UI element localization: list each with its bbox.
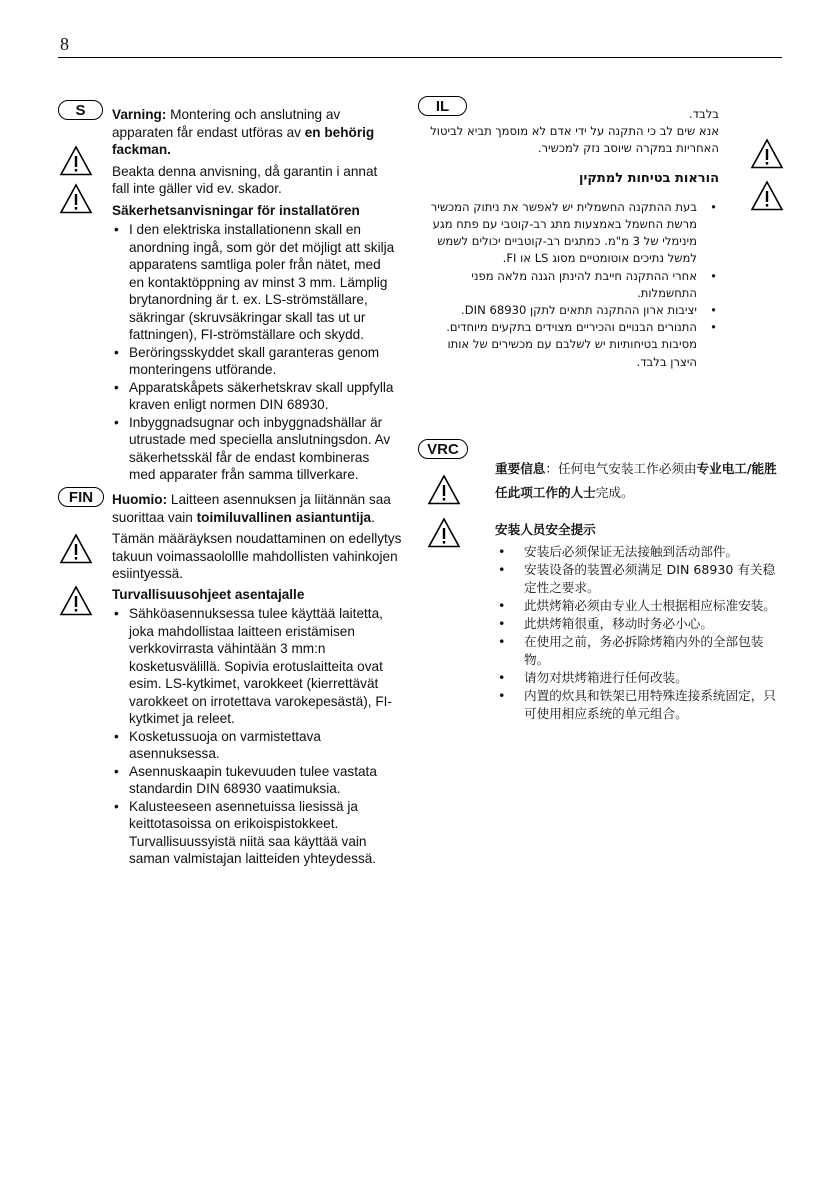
- hebrew-heading: הוראות בטיחות למתקין: [579, 170, 719, 186]
- language-badge-chinese: VRC: [418, 439, 468, 459]
- swedish-note: Beakta denna anvisning, då garantin i annat fall inte gäller vid ev. skador.: [112, 163, 378, 196]
- swedish-warning: Varning: Montering och anslutning av apparaten får endast utföras av en behörig fackman.: [112, 107, 375, 157]
- chinese-section: [495, 457, 780, 723]
- list-item: • 内置的炊具和铁架已用特殊连接系统固定，只可使用相应系统的单元组合。: [495, 687, 780, 723]
- list-item: • 此烘烤箱必须由专业人士根据相应标准安装。: [495, 597, 780, 615]
- finnish-heading: Turvallisuusohjeet asentajalle: [112, 586, 305, 602]
- list-item: • 此烘烤箱很重，移动时务必小心。: [495, 615, 780, 633]
- list-item: • בעת ההתקנה החשמלית יש לאפשר את ניתוק המכשיר מרשת החשמל באמצעות מתג רב-קוטבי עם פתח מגע מינימלי של 3 מ"מ. כמתגים רב-קוטביים יכולים לשמש למשל נתיכים אוטומטיים מסוג LS או FI.: [425, 199, 719, 268]
- list-item: • אחרי ההתקנה חייבת להינתן הגנה מלאה מפני התחשמלות.: [425, 268, 719, 302]
- list-item: • Kalusteeseen asennetuissa liesissä ja keittotasoissa on erikoispistokkeet. Turvallisuussyistä niitä saa käyttää vain saman valmistajan laitteiden yhteydessä.: [112, 798, 402, 868]
- swedish-list: [112, 221, 397, 484]
- hebrew-section: [425, 106, 719, 371]
- finnish-list: [112, 605, 402, 868]
- list-item: • Sähköasennuksessa tulee käyttää laitetta, joka mahdollistaa laitteen eristämisen verkkovirrasta vähintään 3 mm:n kosketusvälillä. Sopivia erotuslaitteita ovat esim. LS-kytkimet, varokkeet (kierrettävät varokkeet on irrotettava varokepesästä), FI-kytkimet ja releet.: [112, 605, 402, 728]
- list-item: • התנורים הבנויים והכיריים מצוידים בתקעים מיוחדים. מסיבות בטיחותיות יש לשלבם עם מכשירים של אותו היצרן בלבד.: [425, 319, 719, 371]
- list-item: • Kosketussuoja on varmistettava asennuksessa.: [112, 728, 402, 763]
- chinese-list: [495, 543, 780, 723]
- warning-triangle-icon: [59, 585, 93, 617]
- warning-triangle-icon: [750, 138, 784, 170]
- list-item: • יציבות ארון ההתקנה תתאים לתקן DIN 68930.: [425, 302, 719, 319]
- list-item: • Asennuskaapin tukevuuden tulee vastata standardin DIN 68930 vaatimuksia.: [112, 763, 402, 798]
- warning-triangle-icon: [427, 517, 461, 549]
- list-item: • Inbyggnadsugnar och inbyggnadshällar är utrustade med speciella anslutningsdon. Av säkerhetsskäl får de endast kombineras med apparater från samma tillverkare.: [112, 414, 397, 484]
- finnish-warning: Huomio: Laitteen asennuksen ja liitännän saa suorittaa vain toimiluvallinen asiantuntija.: [112, 492, 391, 525]
- list-item: • 安装后必须保证无法接触到活动部件。: [495, 543, 780, 561]
- chinese-heading: 安装人员安全提示: [495, 522, 596, 537]
- hebrew-note: אנא שים לב כי התקנה על ידי אדם לא מוסמך תביא לביטול האחריות במקרה שיוסב נזק למכשיר.: [430, 124, 719, 156]
- list-item: • 请勿对烘烤箱进行任何改装。: [495, 669, 780, 687]
- language-badge-swedish: S: [58, 100, 103, 120]
- finnish-section: [112, 491, 402, 868]
- header-rule: [58, 57, 782, 58]
- warning-triangle-icon: [427, 474, 461, 506]
- list-item: • 在使用之前，务必拆除烤箱内外的全部包装物。: [495, 633, 780, 669]
- list-item: • 安装设备的装置必须满足 DIN 68930 有关稳定性之要求。: [495, 561, 780, 597]
- page-number: 8: [60, 34, 69, 54]
- warning-triangle-icon: [59, 183, 93, 215]
- hebrew-list: [425, 199, 719, 371]
- hebrew-intro-line: בלבד.: [688, 107, 719, 121]
- swedish-heading: Säkerhetsanvisningar för installatören: [112, 202, 360, 218]
- list-item: • Apparatskåpets säkerhetskrav skall uppfylla kraven enligt normen DIN 68930.: [112, 379, 397, 414]
- list-item: • I den elektriska installationenn skall en anordning ingå, som gör det möjligt att skilja apparatens samtliga poler från nätet, med en kontaktöppning av minst 3 mm. Lämplig brytanordning är t. ex. LS-strömställare, säkringar (skruvsäkringar skall tas ut ur fattningen), FI-strömställare och skydd.: [112, 221, 397, 344]
- warning-triangle-icon: [59, 145, 93, 177]
- language-badge-finnish: FIN: [58, 487, 104, 507]
- swedish-section: [112, 106, 397, 484]
- warning-triangle-icon: [59, 533, 93, 565]
- warning-triangle-icon: [750, 180, 784, 212]
- finnish-note: Tämän määräyksen noudattaminen on edellytys takuun voimassaolollle mahdollisten vahinkojen esiintyessä.: [112, 531, 402, 581]
- language-badge-hebrew: IL: [418, 96, 467, 116]
- list-item: • Beröringsskyddet skall garanteras genom monteringens utförande.: [112, 344, 397, 379]
- chinese-warning: 重要信息：任何电气安装工作必须由专业电工/能胜任此项工作的人士完成。: [495, 461, 777, 500]
